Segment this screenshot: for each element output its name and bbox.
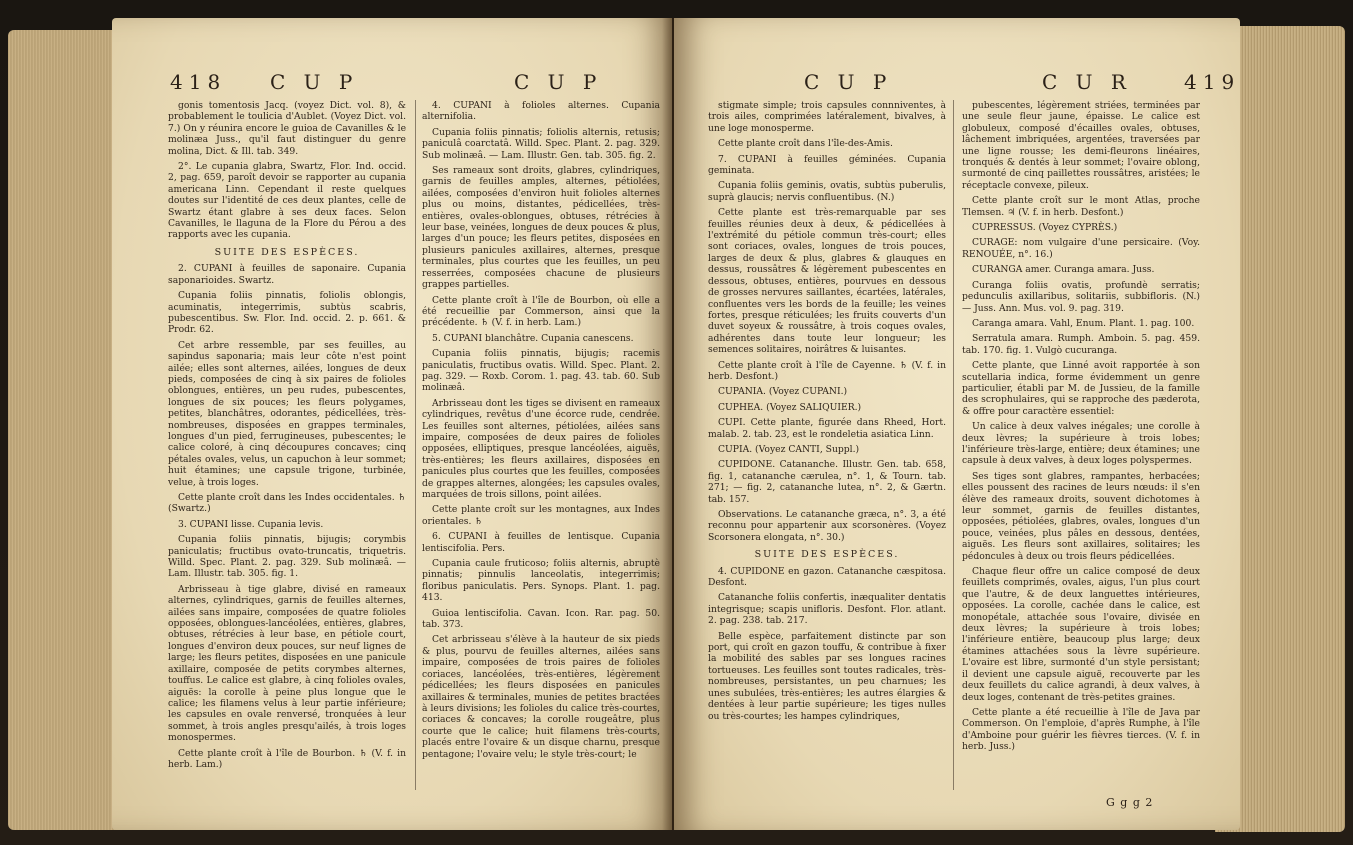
- paragraph: Cette plante croît dans l'île-des-Amis.: [718, 138, 893, 150]
- paragraph: 7. CUPANI à feuilles géminées. Cupania geminata.: [708, 153, 946, 177]
- paragraph: Cette plante, que Linné avoit rapportée à son scutellaria indica, forme évidemment un genre particulier, établi par M. de Jussieu, de la famille des scrophulaires, qui se rapproche des pæderota, & offre pour caractère essentiel:: [962, 360, 1200, 417]
- paragraph: Belle espèce, parfaitement distincte par son port, qui croît en gazon touffu, & contribue à fixer la mobilité des sables par ses longues racines tortueuses. Les feuilles sont toutes radicales, très-nombreuses, persistantes, un peu charnues; les unes subulées, très-entières; les autres élargies & dentées à leur partie supérieure; les tiges nulles ou très-courtes; les hampes cylindriques,: [708, 630, 946, 722]
- paragraph: 4. CUPIDONE en gazon. Catananche cæspitosa. Desfont.: [708, 565, 946, 589]
- paragraph: Cette plante croît dans les Indes occidentales. ♄ (Swartz.): [168, 492, 406, 515]
- paragraph: SUITE DES ESPÈCES.: [754, 549, 900, 561]
- running-head-word: C U P: [270, 70, 359, 94]
- paragraph: Catananche foliis confertis, inæqualiter dentatis integrisque; scapis unifloris. Desfont. Flor. atlant. 2. pag. 238. tab. 217.: [708, 592, 946, 627]
- paragraph: Observations. Le catananche græca, n°. 3, a été reconnu pour appartenir aux scorsonères. (Voyez Scorsonera elongata, n°. 30.): [708, 509, 946, 543]
- page-number: 419: [1184, 70, 1240, 94]
- paragraph: Cette plante a été recueillie à l'île de Java par Commerson. On l'emploie, d'après Rumphe, à l'île d'Amboine pour guérir les fièvres tierces. (V. f. in herb. Juss.): [962, 706, 1200, 753]
- paragraph: Cette plante croît à l'île de Bourbon. ♄ (V. f. in herb. Lam.): [168, 747, 406, 770]
- paragraph: CURAGE: nom vulgaire d'une persicaire. (Voy. RENOUÉE, n°. 16.): [962, 237, 1200, 260]
- paragraph: Cette plante est très-remarquable par ses feuilles réunies deux à deux, & pédicellées à l'extrémité du pétiole commun très-court; elles sont coriaces, ovales, longues de trois pouces, larges de deux & plus, glabres & glauques en dessus, roussâtres & légèrement pubescentes en dessous, obtuses, entières, pourvues en dessous de grosses nervures saillantes, écartées, latérales, confluentes vers les bords de la feuille; les veines fortes, presque réticulées; les fruits couverts d'un duvet soyeux & roussâtre, à trois coques ovales, adhérentes dans toute leur longueur; les semences solitaires, noirâtres & luisantes.: [708, 207, 946, 356]
- paragraph: Arbrisseau à tige glabre, divisé en rameaux alternes, cylindriques, garnis de feuilles alternes, ailées sans impaire, composées de quatre folioles opposées, oblongues-lancéolées, entières, glabres, obtuses, rétrécies à leur base, en pétiole court, longues d'environ deux pouces, sur neuf lignes de large; les fleurs petites, disposées en une panicule axillaire, composée de petits corymbes alternes, touffus. Le calice est glabre, à cinq folioles ovales, aiguës: la corolle à peine plus longue que le calice; les filamens velus à leur partie inférieure; les capsules en ovale renversé, tronquées à leur sommet, à trois angles presqu'ailés, à trois loges monospermes.: [168, 583, 406, 744]
- paragraph: 2. CUPANI à feuilles de saponaire. Cupania saponarioides. Swartz.: [168, 263, 406, 286]
- paragraph: Cupania foliis pinnatis, foliolis oblongis, acuminatis, integerrimis, subtùs scabris, pubescentibus. Sw. Flor. Ind. occid. 2. p. 661. & Prodr. 62.: [168, 290, 406, 336]
- paragraph: Cet arbrisseau s'élève à la hauteur de six pieds & plus, pourvu de feuilles alternes, ailées sans impaire, composées de trois paires de folioles coriaces, lancéolées, très-entières, légèrement pédicellées; les fleurs disposées en panicules axillaires & terminales, munies de petites bractées à leurs divisions; les folioles du calice très-courtes, coriaces & concaves; la corolle rougeâtre, plus courte que le calice; huit filamens très-courts, placés entre l'ovaire & un disque charnu, presque pentagone; l'ovaire velu; le style très-court; le: [422, 634, 660, 760]
- paragraph: Guioa lentiscifolia. Cavan. Icon. Rar. pag. 50. tab. 373.: [422, 607, 660, 631]
- paragraph: CUPRESSUS. (Voyez CYPRÈS.): [972, 222, 1118, 234]
- paragraph: Cupania foliis geminis, ovatis, subtùs puberulis, suprà glaucis; nervis confluentibus. (N.): [708, 180, 946, 203]
- paragraph: Caranga amara. Vahl, Enum. Plant. 1. pag. 100.: [972, 317, 1195, 329]
- paragraph: Cupania foliis pinnatis, bijugis; corymbis paniculatis; fructibus ovato-truncatis, triquetris. Willd. Spec. Plant. 2. pag. 329. Sub molinæâ. — Lam. Illustr. tab. 305. fig. 1.: [168, 534, 406, 580]
- paragraph: CUPIA. (Voyez CANTI, Suppl.): [718, 443, 860, 455]
- paragraph: 2°. Le cupania glabra, Swartz, Flor. Ind. occid. 2, pag. 659, paroît devoir se rapporter au cupania americana Linn. Cependant il reste quelques doutes sur l'identité de ces deux plantes, celle de Swartz étant glabre à ses deux faces. Selon Cavanilles, le llaguna de la Flore du Pérou a des rapports avec les cupania.: [168, 161, 406, 241]
- column-2: [962, 100, 1200, 790]
- column-1: [708, 100, 946, 790]
- paragraph: Serratula amara. Rumph. Amboin. 5. pag. 459. tab. 170. fig. 1. Vulgò cucuranga.: [962, 333, 1200, 356]
- left-page: [112, 18, 672, 830]
- column-2: [422, 100, 660, 790]
- column-rule: [953, 100, 954, 790]
- paragraph: Ses rameaux sont droits, glabres, cylindriques, garnis de feuilles amples, alternes, pétiolées, ailées, composées d'environ huit folioles alternes plus ou moins, distantes, pédicellées, très-entières, ovales-oblongues, obtuses, rétrécies à leur base, veinées, longues de deux pouces & plus, larges d'un pouce; les fleurs petites, disposées en plusieurs panicules axillaires, alternes, presque terminales, plus courtes que les feuilles, un peu resserrées, composées chacune de plusieurs grappes partielles.: [422, 165, 660, 291]
- paragraph: CURANGA amer. Curanga amara. Juss.: [972, 264, 1155, 276]
- paragraph: pubescentes, légèrement striées, terminées par une seule fleur jaune, épaisse. Le calice est globuleux, composé d'écailles ovales, obtuses, lâchement imbriquées, argentées, traversées par une ligne rousse; les demi-fleurons linéaires, tronqués & dentés à leur sommet; l'ovaire oblong, surmonté de cinq paillettes roussâtres, aristées; le réceptacle convexe, pileux.: [962, 100, 1200, 191]
- paragraph: 5. CUPANI blanchâtre. Cupania canescens.: [432, 332, 634, 344]
- paragraph: Chaque fleur offre un calice composé de deux feuillets comprimés, ovales, aigus, l'un plus court que l'autre, & de deux languettes intérieures, opposées. La corolle, cachée dans le calice, est monopétale, attachée sous l'ovaire, divisée en deux lèvres; la supérieure à trois lobes; l'inférieure entière, beaucoup plus large; deux étamines attachées sous la lèvre supérieure. L'ovaire est libre, surmonté d'un style persistant; il devient une capsule aiguë, recouverte par les deux feuillets du calice agrandi, à deux valves, à deux loges, contenant de très-petites graines.: [962, 566, 1200, 703]
- paragraph: 4. CUPANI à folioles alternes. Cupania alternifolia.: [422, 100, 660, 123]
- right-page: [674, 18, 1240, 830]
- paragraph: Arbrisseau dont les tiges se divisent en rameaux cylindriques, revêtus d'une écorce rude, cendrée. Les feuilles sont alternes, pétiolées, ailées sans impaire, composées de deux paires de folioles opposées, elliptiques, presque lancéolées, aiguës, très-entières; les fleurs axillaires, disposées en panicules plus courtes que les feuilles, composées de grappes alternes, alongées; les capsules ovales, marquées de trois sillons, point ailées.: [422, 397, 660, 500]
- running-head-word: C U P: [514, 70, 603, 94]
- running-head-word: C U P: [804, 70, 893, 94]
- paragraph: Cupania foliis pinnatis; foliolis alternis, retusis; paniculâ coarctatâ. Willd. Spec. Plant. 2. pag. 329. Sub molinæâ. — Lam. Illustr. Gen. tab. 305. fig. 2.: [422, 126, 660, 161]
- paragraph: Cet arbre ressemble, par ses feuilles, au sapindus saponaria; mais leur côte n'est point ailée; elles sont alternes, ailées, longues de deux pieds, composées de cinq à six paires de folioles oblongues, entières, un peu rudes, pubescentes, longues de six pouces; les fleurs polygames, petites, blanchâtres, odorantes, pédicellées, très-nombreuses, disposées en grappes terminales, longues d'un pied, ferrugineuses, pubescentes; le calice coloré, à cinq découpures concaves; cinq pétales ovales, velus, un capuchon à leur sommet; huit étamines; une capsule trigone, turbinée, velue, à trois loges.: [168, 339, 406, 488]
- paragraph: Curanga foliis ovatis, profundè serratis; pedunculis axillaribus, solitariis, subbifloris. (N.) — Juss. Ann. Mus. vol. 9. pag. 319.: [962, 279, 1200, 314]
- paragraph: SUITE DES ESPÈCES.: [214, 246, 360, 258]
- paragraph: CUPHEA. (Voyez SALIQUIER.): [718, 401, 862, 413]
- paragraph: 3. CUPANI lisse. Cupania levis.: [178, 518, 324, 530]
- page-number: 418: [170, 70, 227, 94]
- paragraph: CUPANIA. (Voyez CUPANI.): [718, 386, 848, 398]
- paragraph: Ses tiges sont glabres, rampantes, herbacées; elles poussent des racines de leurs nœuds: il s'en élève des rameaux droits, souvent dichotomes à leur sommet, garnis de feuilles distantes, opposées, pétiolées, glabres, ovales, longues d'un pouce, veinées, plus pâles en dessous, dentées, aiguës. Les fleurs sont axillaires, solitaires; les pédoncules à deux ou trois fleurs pédicellées.: [962, 470, 1200, 562]
- paragraph: 6. CUPANI à feuilles de lentisque. Cupania lentiscifolia. Pers.: [422, 531, 660, 554]
- paragraph: Cette plante croît sur les montagnes, aux Indes orientales. ♄: [422, 504, 660, 527]
- signature-mark: G g g 2: [1106, 796, 1154, 809]
- paragraph: Cupania foliis pinnatis, bijugis; racemis paniculatis, fructibus ovatis. Willd. Spec. Plant. 2. pag. 329. — Roxb. Corom. 1. pag. 43. tab. 60. Sub molinæâ.: [422, 348, 660, 394]
- column-1: [168, 100, 406, 790]
- paragraph: Un calice à deux valves inégales; une corolle à deux lèvres; la supérieure à trois lobes; l'inférieure très-large, entière; deux étamines; une capsule à deux valves, à deux loges polyspermes.: [962, 421, 1200, 467]
- paragraph: CUPI. Cette plante, figurée dans Rheed, Hort. malab. 2. tab. 23, est le rondeletia asiatica Linn.: [708, 417, 946, 440]
- paragraph: gonis tomentosis Jacq. (voyez Dict. vol. 8), & probablement le toulicia d'Aublet. (Voyez Dict. vol. 7.) On y réunira encore le guioa de Cavanilles & le molinæa Juss., qu'il faut distinguer du genre molina, Dict. & Ill. tab. 349.: [168, 100, 406, 157]
- paragraph: Cette plante croît à l'île de Bourbon, où elle a été recueillie par Commerson, ainsi que la précédente. ♄ (V. f. in herb. Lam.): [422, 294, 660, 329]
- column-rule: [415, 100, 416, 790]
- paragraph: Cette plante croît sur le mont Atlas, proche Tlemsen. ♃ (V. f. in herb. Desfont.): [962, 195, 1200, 218]
- running-head-word: C U R: [1042, 70, 1132, 94]
- paragraph: stigmate simple; trois capsules connniventes, à trois ailes, comprimées latéralement, bivalves, à une loge monosperme.: [708, 100, 946, 134]
- left-running-head: [112, 70, 672, 100]
- paragraph: Cette plante croît à l'île de Cayenne. ♄ (V. f. in herb. Desfont.): [708, 359, 946, 382]
- paragraph: Cupania caule fruticoso; foliis alternis, abruptè pinnatis; pinnulis lanceolatis, integerrimis; floribus paniculatis. Pers. Synops. Plant. 1. pag. 413.: [422, 558, 660, 604]
- right-running-head: [674, 70, 1240, 100]
- paragraph: CUPIDONE. Catananche. Illustr. Gen. tab. 658, fig. 1, catananche cærulea, n°. 1, & Tourn. tab. 271; — fig. 2, catananche lutea, n°. 2, & Gærtn. tab. 157.: [708, 459, 946, 505]
